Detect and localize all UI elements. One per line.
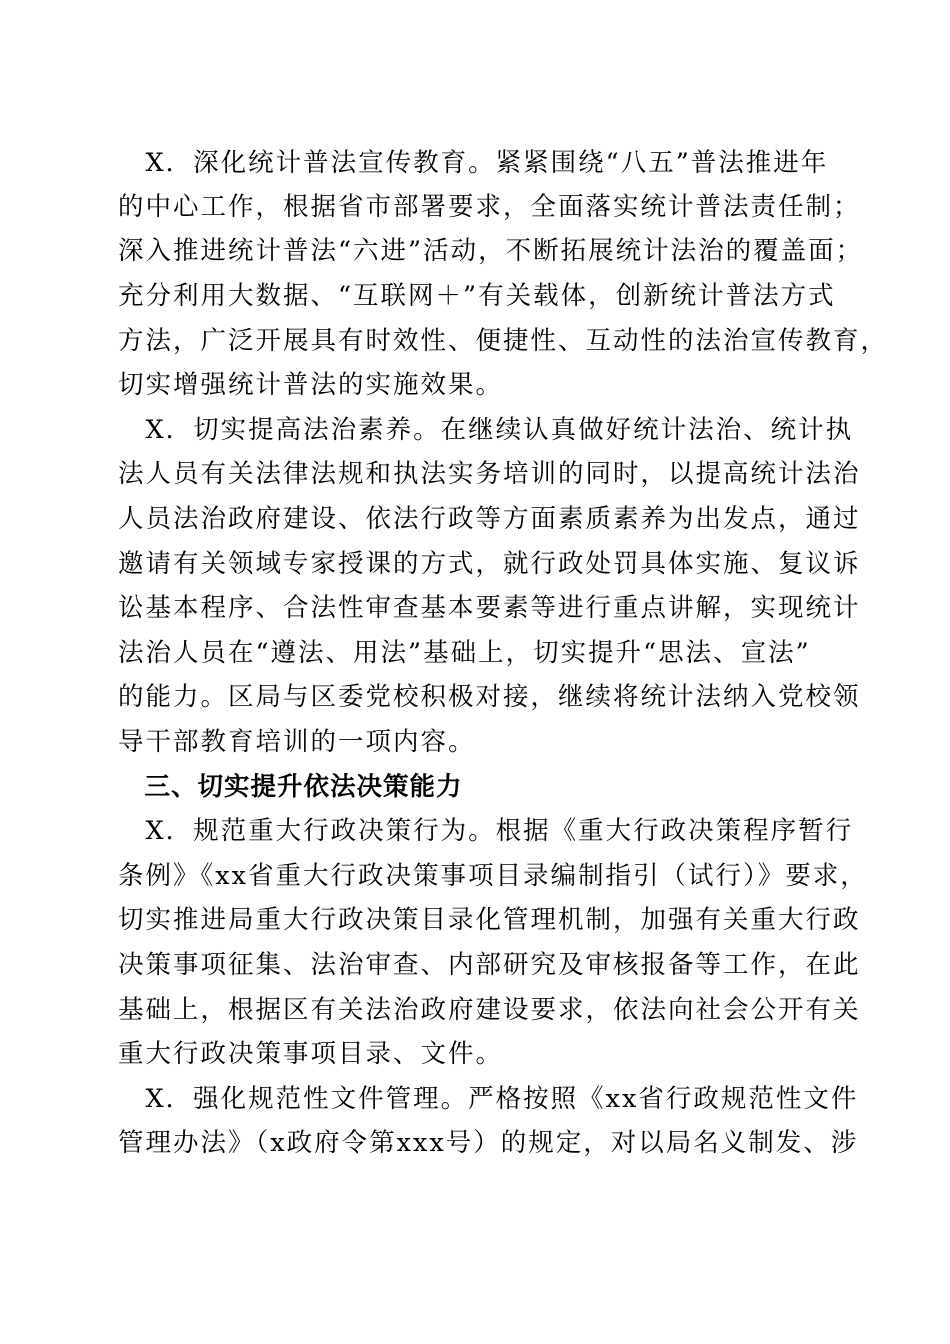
paragraph-line: X．强化规范性文件管理。严格按照《xx省行政规范性文件 bbox=[118, 1084, 859, 1114]
paragraph-line: 讼基本程序、合法性审查基本要素等进行重点讲解，实现统计 bbox=[118, 593, 861, 623]
paragraph-line: 决策事项征集、法治审查、内部研究及审核报备等工作，在此 bbox=[118, 950, 861, 980]
paragraph-line: X．规范重大行政决策行为。根据《重大行政决策程序暂行 bbox=[118, 816, 854, 846]
paragraph-line: 导干部教育培训的一项内容。 bbox=[118, 727, 476, 757]
paragraph-line: 的中心工作，根据省市部署要求，全面落实统计普法责任制； bbox=[118, 192, 861, 222]
paragraph-line: 基础上，根据区有关法治政府建设要求，依法向社会公开有关 bbox=[118, 995, 861, 1025]
paragraph-line: 管理办法》（x政府令第xxx号）的规定，对以局名义制发、涉 bbox=[118, 1128, 859, 1158]
paragraph-line: 切实推进局重大行政决策目录化管理机制，加强有关重大行政 bbox=[118, 905, 861, 935]
paragraph-line: 条例》《xx省重大行政决策事项目录编制指引（试行）》要求， bbox=[118, 861, 868, 891]
paragraph-line: 法人员有关法律法规和执法实务培训的同时，以提高统计法治 bbox=[118, 459, 861, 489]
paragraph-line: 深入推进统计普法“六进”活动，不断拓展统计法治的覆盖面； bbox=[118, 236, 864, 266]
paragraph-line: 人员法治政府建设、依法行政等方面素质素养为出发点，通过 bbox=[118, 504, 861, 534]
paragraph-line: 邀请有关领域专家授课的方式，就行政处罚具体实施、复议诉 bbox=[118, 549, 861, 579]
paragraph-line: 切实增强统计普法的实施效果。 bbox=[118, 370, 504, 400]
paragraph-line: X．切实提高法治素养。在继续认真做好统计法治、统计执 bbox=[118, 415, 854, 445]
paragraph-line: X．深化统计普法宣传教育。紧紧围绕“八五”普法推进年 bbox=[118, 148, 829, 178]
section-heading: 三、切实提升依法决策能力 bbox=[118, 772, 463, 802]
paragraph-line: 的能力。区局与区委党校积极对接，继续将统计法纳入党校领 bbox=[118, 682, 861, 712]
paragraph-line: 方法，广泛开展具有时效性、便捷性、互动性的法治宣传教育， bbox=[118, 326, 889, 356]
paragraph-line: 充分利用大数据、“互联网＋”有关载体，创新统计普法方式 bbox=[118, 281, 836, 311]
paragraph-line: 法治人员在“遵法、用法”基础上，切实提升“思法、宣法” bbox=[118, 638, 811, 668]
paragraph-line: 重大行政决策事项目录、文件。 bbox=[118, 1039, 504, 1069]
